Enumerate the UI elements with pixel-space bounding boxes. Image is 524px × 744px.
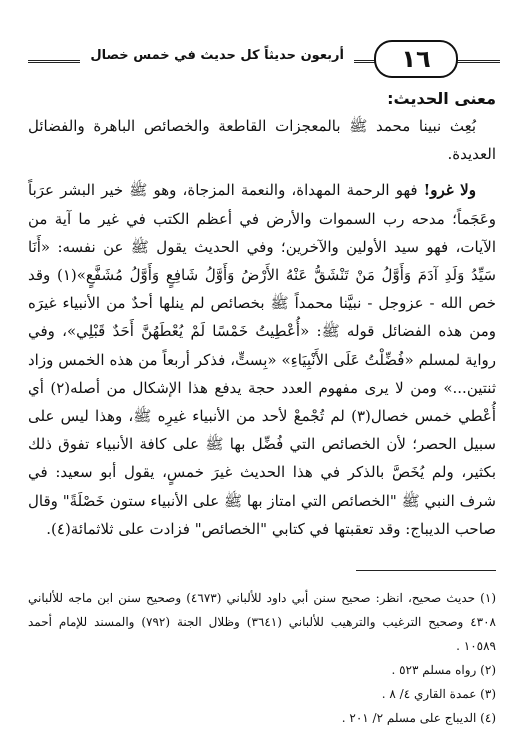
paragraph-1-text: بُعِث نبينا محمد ﷺ بالمعجزات القاطعة والخصائص الباهرة والفضائل العديدة. — [28, 117, 496, 164]
paragraph-2-lead: ولا غرو! — [423, 181, 476, 200]
section-title: معنى الحديث: — [387, 89, 496, 108]
footnotes — [28, 586, 496, 730]
running-title: أربعون حديثاً كل حديث في خمس خصال — [80, 46, 354, 66]
footnote-separator — [356, 570, 496, 571]
paragraph-1 — [28, 112, 496, 168]
footnote-3: (٣) عمدة القاري ٤/ ٨ . — [381, 687, 496, 701]
page-header — [28, 38, 500, 72]
main-text — [28, 86, 496, 551]
paragraph-2 — [28, 176, 496, 543]
paragraph-2-text: فهو الرحمة المهداة، والنعمة المزجاة، وهو ﷺ خير البشر عرَباً وعَجَماً؛ مدحه رب السموات والأرض في أعظم الكتب في غير ما آية من الآيات، فهو سيد الأولين والآخرين؛ وفي الحديث يقول ﷺ عن نفسه: «أَنَا سَيِّدُ وَلَدِ آدَمَ وَأَوَّلُ مَنْ تَنْشَقُّ عَنْهُ الأَرْضُ وَأَوَّلُ شَافِعٍ وَأَوَّلُ مُشَفَّعٍ»(١) وقد خص الله - عزوجل - نبيَّنا محمداً ﷺ بخصائص لم ينلها أحدٌ من الأنبياء غيرَه ومن هذه الفضائل قوله ﷺ: «أُعْطِيتُ خَمْسًا لَمْ يُعْطَهُنَّ أَحَدٌ قَبْلِي»، وفي رواية لمسلم «فُضِّلْتُ عَلَى الأَنْبِيَاءِ» «بِستٍّ، فذكر أربعاً من هذه الخمس وزاد ثنتين...» ومن لا يرى مفهوم العدد حجة يدفع هذا الإشكال من أصله(٢) أي أُعْطي خمس خصال(٣) لم تُجْمعْ لأحد من الأنبياء غيرِه ﷺ، وهذا ليس على سبيل الحصر؛ لأن الخصائص التي فُضِّل بها ﷺ على كافة الأنبياء تفوق ذلك بكثير، ولم يُخَصَّ بالذكر في هذا الحديث غيرَ خمسٍ، يقول أبو سعيد: في شرف النبي ﷺ "الخصائص التي امتاز بها ﷺ على الأنبياء ستون خَصْلَةً" وقال صاحب الديباج: وقد تعقبتها في كتابي "الخصائص" فزادت على ثلاثمائة(٤). — [28, 181, 497, 538]
footnote-4: (٤) الديباج على مسلم ٢/ ٢٠١ . — [341, 711, 496, 725]
footnote-2: (٢) رواه مسلم ٥٢٣ . — [391, 663, 496, 677]
page-number: ١٦ — [374, 40, 458, 78]
footnote-1: (١) حديث صحيح، انظر: صحيح سنن أبي داود للألباني (٤٦٧٣) وصحيح سنن ابن ماجه للألباني ٤٣٠٨ وصحيح الترغيب والترهيب للألباني (٣٦٤١) وظلال الجنة (٧٩٢) والمسند للإمام أحمد ١٠٥٨٩ . — [28, 591, 496, 653]
